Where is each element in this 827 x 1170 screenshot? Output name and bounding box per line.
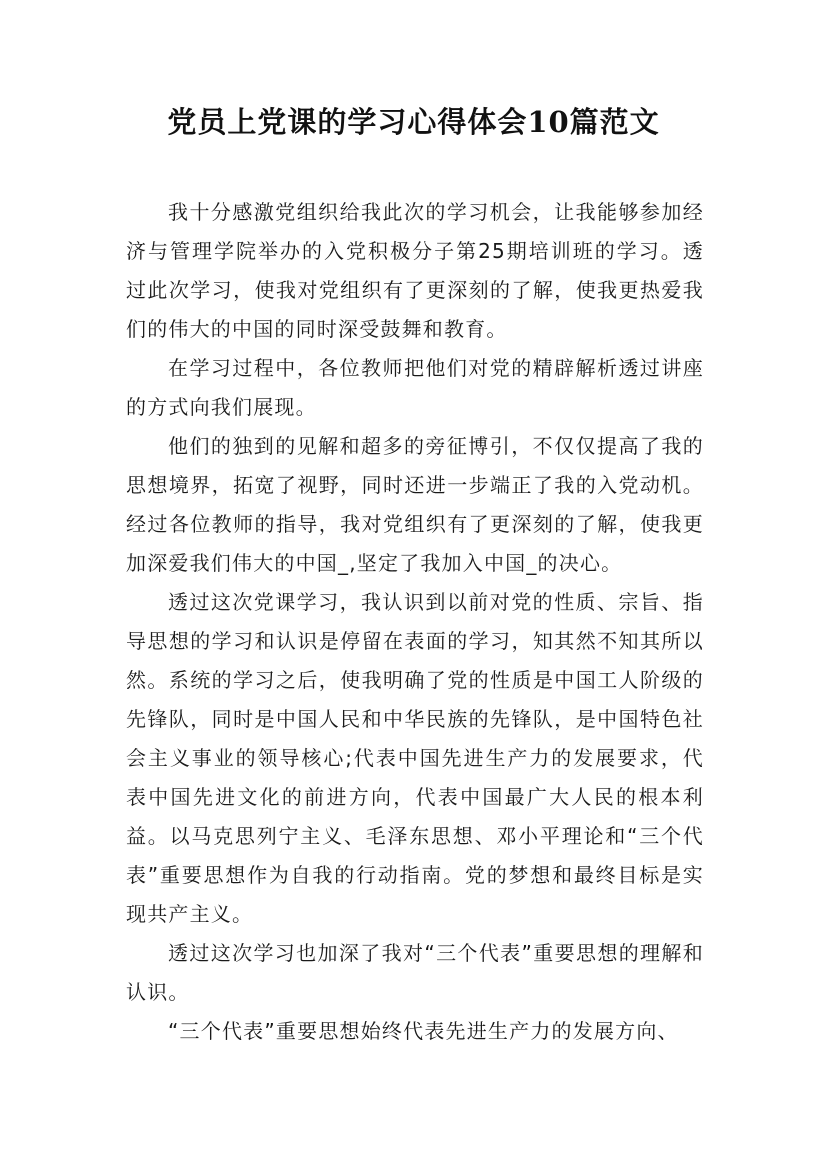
document-body — [126, 193, 704, 1051]
paragraph-4: 透过这次党课学习，我认识到以前对党的性质、宗旨、指导思想的学习和认识是停留在表面的学习，知其然不知其所以然。系统的学习之后，使我明确了党的性质是中国工人阶级的先锋队，同时是中国人民和中华民族的先锋队，是中国特色社会主义事业的领导核心;代表中国先进生产力的发展要求，代表中国先进文化的前进方向，代表中国最广大人民的根本利益。以马克思列宁主义、毛泽东思想、邓小平理论和“三个代表”重要思想作为自我的行动指南。党的梦想和最终目标是实现共产主义。 — [126, 590, 704, 926]
document-title: 党员上党课的学习心得体会10篇范文 — [167, 105, 660, 139]
paragraph-3: 他们的独到的见解和超多的旁征博引，不仅仅提高了我的思想境界，拓宽了视野，同时还进一步端正了我的入党动机。经过各位教师的指导，我对党组织有了更深刻的了解，使我更加深爱我们伟大的中国_,坚定了我加入中国_的决心。 — [126, 434, 704, 575]
paragraph-2: 在学习过程中，各位教师把他们对党的精辟解析透过讲座的方式向我们展现。 — [126, 356, 704, 419]
paragraph-5: 透过这次学习也加深了我对“三个代表”重要思想的理解和认识。 — [126, 941, 704, 1004]
paragraph-1: 我十分感激党组织给我此次的学习机会，让我能够参加经济与管理学院举办的入党积极分子第25期培训班的学习。透过此次学习，使我对党组织有了更深刻的了解，使我更热爱我们的伟大的中国的同时深受鼓舞和教育。 — [126, 200, 704, 341]
paragraph-6: “三个代表”重要思想始终代表先进生产力的发展方向、 — [168, 1019, 679, 1043]
